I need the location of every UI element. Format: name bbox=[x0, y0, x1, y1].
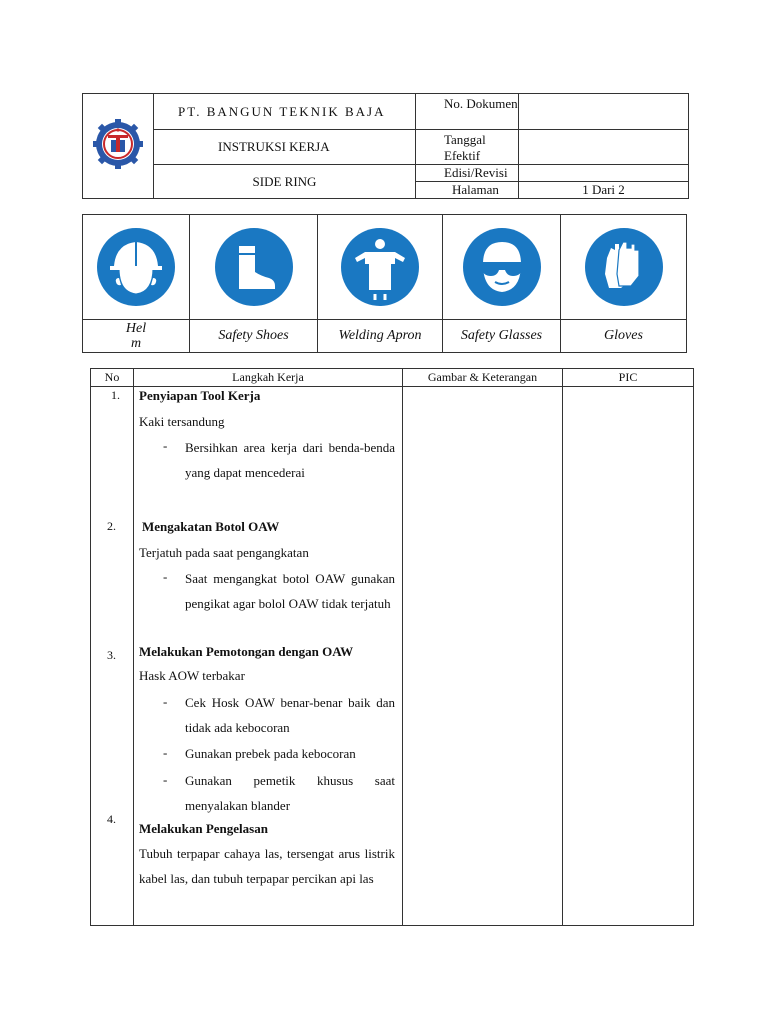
ppe-table bbox=[82, 214, 687, 353]
ppe-glasses-cell bbox=[443, 215, 561, 320]
step-hazard: Terjatuh pada saat pengangkatan bbox=[139, 545, 309, 560]
welding-apron-icon bbox=[341, 228, 419, 306]
ppe-label-glasses: Safety Glasses bbox=[443, 320, 561, 353]
col-pic bbox=[563, 387, 694, 926]
ppe-label-apron: Welding Apron bbox=[318, 320, 443, 353]
ppe-apron-cell bbox=[318, 215, 443, 320]
step-hazard: Hask AOW terbakar bbox=[139, 668, 245, 683]
bullet-dash: - bbox=[163, 438, 168, 453]
step-bullet: Bersihkan area kerja dari benda-benda yang dapat mencederai bbox=[185, 440, 395, 480]
no-dokumen-value bbox=[519, 94, 689, 130]
doc-name-title: SIDE RING bbox=[154, 165, 416, 199]
bullet-dash: - bbox=[163, 569, 168, 584]
step-title: Melakukan Pemotongan dengan OAW bbox=[139, 644, 354, 659]
ppe-label-shoes: Safety Shoes bbox=[190, 320, 318, 353]
step-number: 4. bbox=[107, 812, 116, 826]
gloves-icon bbox=[585, 228, 663, 306]
helmet-icon bbox=[97, 228, 175, 306]
safety-glasses-icon bbox=[463, 228, 541, 306]
step-number: 2. bbox=[107, 519, 116, 533]
step-bullet: Gunakan pemetik khusus saat menyalakan blander bbox=[185, 773, 395, 813]
document-header-table bbox=[82, 93, 689, 199]
bullet-dash: - bbox=[163, 694, 168, 709]
step-bullet: Gunakan prebek pada kebocoran bbox=[185, 746, 356, 761]
col-gambar bbox=[403, 387, 563, 926]
company-logo bbox=[92, 118, 144, 170]
step-hazard: Tubuh terpapar cahaya las, tersengat arus listrik kabel las, dan tubuh terpapar percikan api las bbox=[139, 846, 395, 886]
ppe-label-gloves: Gloves bbox=[561, 320, 687, 353]
col-header-langkah: Langkah Kerja bbox=[134, 369, 403, 387]
step-hazard: Kaki tersandung bbox=[139, 414, 225, 429]
ppe-helmet-cell bbox=[83, 215, 190, 320]
ppe-gloves-cell bbox=[561, 215, 687, 320]
edisi-revisi-label: Edisi/Revisi bbox=[416, 165, 519, 182]
doc-type-title: INSTRUKSI KERJA bbox=[154, 130, 416, 165]
ppe-label-helmet: Hel m bbox=[83, 320, 190, 353]
step-bullet: Saat mengangkat botol OAW gunakan pengikat agar bolol OAW tidak terjatuh bbox=[185, 571, 395, 611]
col-header-no: No bbox=[91, 369, 134, 387]
col-header-pic: PIC bbox=[563, 369, 694, 387]
tanggal-efektif-label: Tanggal Efektif bbox=[416, 130, 519, 165]
halaman-value: 1 Dari 2 bbox=[519, 182, 689, 199]
halaman-label: Halaman bbox=[416, 182, 519, 199]
step-title: Penyiapan Tool Kerja bbox=[139, 388, 261, 403]
tanggal-efektif-value bbox=[519, 130, 689, 165]
company-name: PT. BANGUN TEKNIK BAJA bbox=[154, 94, 416, 130]
step-number: 3. bbox=[107, 648, 116, 662]
step-bullet: Cek Hosk OAW benar-benar baik dan tidak ada kebocoran bbox=[185, 695, 395, 735]
company-logo-cell bbox=[83, 94, 154, 199]
ppe-shoes-cell bbox=[190, 215, 318, 320]
step-number: 1. bbox=[111, 388, 120, 402]
safety-boot-icon bbox=[215, 228, 293, 306]
step-title: Melakukan Pengelasan bbox=[139, 821, 268, 836]
no-dokumen-label: No. Dokumen bbox=[416, 94, 519, 130]
bullet-dash: - bbox=[163, 745, 168, 760]
step-title: Mengakatan Botol OAW bbox=[142, 519, 280, 534]
edisi-revisi-value bbox=[519, 165, 689, 182]
bullet-dash: - bbox=[163, 772, 168, 787]
col-header-gambar: Gambar & Keterangan bbox=[403, 369, 563, 387]
